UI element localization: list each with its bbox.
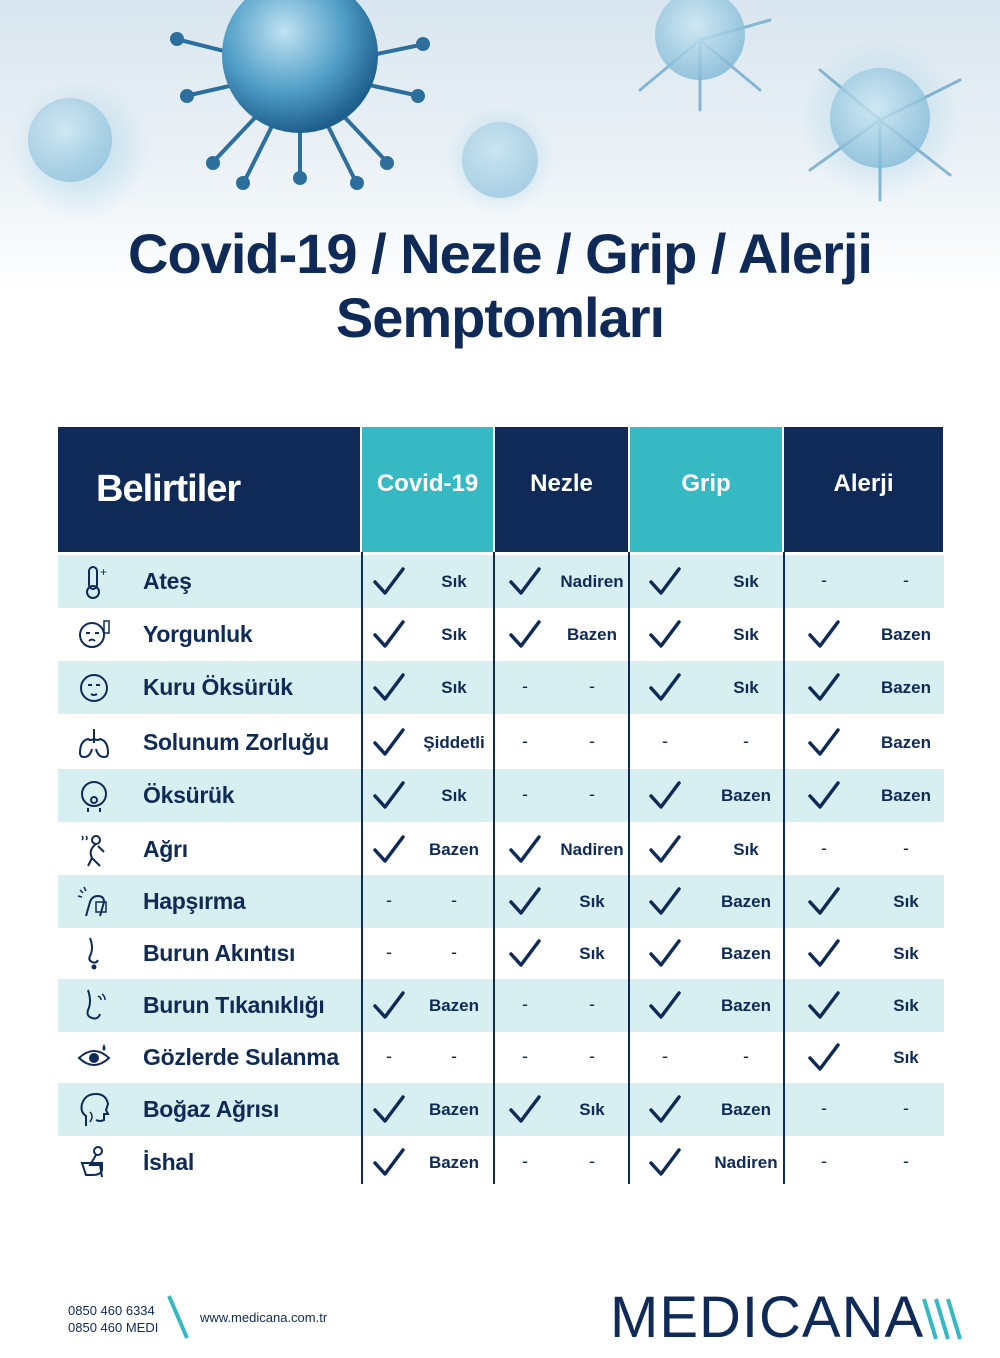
title-line-1: Covid-19 / Nezle / Grip / Alerji xyxy=(128,222,872,285)
frequency-label: Sık xyxy=(579,944,605,963)
check-mark xyxy=(508,566,542,598)
symptom-label: Solunum Zorluğu xyxy=(143,729,329,755)
cell-nezle xyxy=(495,823,628,876)
frequency-label: Nadiren xyxy=(560,572,624,591)
slash-divider-icon xyxy=(163,1294,193,1340)
dash-placeholder: - xyxy=(522,676,528,696)
cell-covid-19 xyxy=(362,1031,493,1084)
cell-grip xyxy=(630,769,782,822)
check-mark-icon xyxy=(372,1147,406,1179)
check-mark-icon xyxy=(372,780,406,812)
frequency-label: Sık xyxy=(893,996,919,1015)
check-mark-icon xyxy=(508,938,542,970)
symptom-label: Gözlerde Sulanma xyxy=(143,1044,339,1070)
cell-grip xyxy=(630,716,782,769)
table-row xyxy=(58,927,944,980)
dash-placeholder: - xyxy=(903,570,909,590)
dash-placeholder: - xyxy=(821,570,827,590)
cell-grip xyxy=(630,979,782,1032)
dash-placeholder: - xyxy=(743,731,749,751)
frequency-label: Bazen xyxy=(880,678,932,697)
symptom-label: Öksürük xyxy=(143,782,235,808)
cell-nezle xyxy=(495,608,628,661)
header-nezle xyxy=(495,427,628,552)
table-row xyxy=(58,823,944,876)
check-mark xyxy=(807,1042,841,1074)
check-mark xyxy=(807,886,841,918)
check-mark xyxy=(807,990,841,1022)
check-mark-icon xyxy=(508,886,542,918)
check-mark-icon xyxy=(508,619,542,651)
dash-placeholder: - xyxy=(451,1046,457,1066)
frequency-label: Sık xyxy=(733,625,759,644)
symptom-label: Kuru Öksürük xyxy=(143,674,293,700)
frequency-label: Bazen xyxy=(720,1100,772,1119)
frequency-label: Sık xyxy=(733,840,759,859)
check-mark-icon xyxy=(807,672,841,704)
cell-grip xyxy=(630,608,782,661)
check-mark-icon xyxy=(372,566,406,598)
frequency-label: Bazen xyxy=(880,625,932,644)
symptom-label: Ağrı xyxy=(143,836,188,862)
frequency-label: Bazen xyxy=(880,733,932,752)
check-mark xyxy=(372,990,406,1022)
check-mark xyxy=(807,938,841,970)
check-mark xyxy=(372,566,406,598)
dash-placeholder: - xyxy=(662,731,668,751)
cell-alerji xyxy=(785,1083,944,1136)
check-mark-icon xyxy=(648,834,682,866)
cell-grip xyxy=(630,555,782,608)
dash-placeholder: - xyxy=(386,890,392,910)
cell-nezle xyxy=(495,1031,628,1084)
cell-covid-19 xyxy=(362,769,493,822)
frequency-label: Sık xyxy=(579,1100,605,1119)
cell-grip xyxy=(630,1083,782,1136)
dash-placeholder: - xyxy=(589,1151,595,1171)
check-mark xyxy=(648,1147,682,1179)
cell-grip xyxy=(630,1136,782,1189)
frequency-label: Sık xyxy=(441,678,467,697)
dash-placeholder: - xyxy=(903,838,909,858)
cell-covid-19 xyxy=(362,555,493,608)
dash-placeholder: - xyxy=(589,676,595,696)
dash-placeholder: - xyxy=(589,994,595,1014)
dash-placeholder: - xyxy=(662,1046,668,1066)
check-mark-icon xyxy=(648,1094,682,1126)
cell-alerji xyxy=(785,875,944,928)
dash-placeholder: - xyxy=(903,1098,909,1118)
frequency-label: Bazen xyxy=(428,840,480,859)
check-mark xyxy=(648,990,682,1022)
check-mark xyxy=(807,727,841,759)
lungs-icon xyxy=(76,725,112,761)
column-divider xyxy=(493,552,495,1184)
title-line-2: Semptomları xyxy=(335,286,665,349)
dash-placeholder: - xyxy=(743,1046,749,1066)
cell-covid-19 xyxy=(362,608,493,661)
check-mark-icon xyxy=(372,619,406,651)
cell-grip xyxy=(630,927,782,980)
check-mark xyxy=(648,780,682,812)
cell-alerji xyxy=(785,661,944,714)
cell-alerji xyxy=(785,1031,944,1084)
svg-text:+: + xyxy=(100,565,108,579)
website-link[interactable]: www.medicana.com.tr xyxy=(200,1310,328,1325)
cell-alerji xyxy=(785,1136,944,1189)
header-symptoms-label: Belirtiler xyxy=(96,468,241,510)
header-alerji xyxy=(784,427,943,552)
column-divider xyxy=(361,552,363,1184)
medicana-logo: MEDICANA xyxy=(610,1285,925,1350)
frequency-label: Bazen xyxy=(566,625,618,644)
dash-placeholder: - xyxy=(522,731,528,751)
check-mark-icon xyxy=(508,1094,542,1126)
frequency-label: Sık xyxy=(441,786,467,805)
cell-nezle xyxy=(495,555,628,608)
check-mark-icon xyxy=(648,566,682,598)
tired-face-icon xyxy=(76,617,112,653)
dash-placeholder: - xyxy=(522,784,528,804)
symptom-label: Ateş xyxy=(143,568,192,594)
check-mark xyxy=(372,727,406,759)
frequency-label: Bazen xyxy=(880,786,932,805)
phone-number-2[interactable]: 0850 460 MEDI xyxy=(68,1320,159,1335)
dash-placeholder: - xyxy=(589,1046,595,1066)
frequency-label: Nadiren xyxy=(714,1153,778,1172)
dash-placeholder: - xyxy=(451,942,457,962)
check-mark-icon xyxy=(807,938,841,970)
cell-grip xyxy=(630,661,782,714)
table-row xyxy=(58,608,944,661)
check-mark-icon xyxy=(648,886,682,918)
check-mark-icon xyxy=(807,780,841,812)
cell-alerji xyxy=(785,716,944,769)
stuffy-nose-icon xyxy=(76,988,112,1024)
cell-alerji xyxy=(785,555,944,608)
check-mark xyxy=(372,1094,406,1126)
header-grip xyxy=(630,427,782,552)
frequency-label: Bazen xyxy=(720,892,772,911)
table-row xyxy=(58,1136,944,1189)
check-mark-icon xyxy=(648,1147,682,1179)
frequency-label: Bazen xyxy=(720,944,772,963)
check-mark xyxy=(807,672,841,704)
table-row xyxy=(58,875,944,928)
frequency-label: Bazen xyxy=(428,996,480,1015)
frequency-label: Sık xyxy=(893,944,919,963)
check-mark-icon xyxy=(372,834,406,866)
column-divider xyxy=(628,552,630,1184)
cell-alerji xyxy=(785,823,944,876)
cell-covid-19 xyxy=(362,716,493,769)
frequency-label: Sık xyxy=(733,572,759,591)
cell-alerji xyxy=(785,927,944,980)
cell-nezle xyxy=(495,979,628,1032)
cell-nezle xyxy=(495,716,628,769)
frequency-label: Sık xyxy=(893,892,919,911)
check-mark-icon xyxy=(807,727,841,759)
dash-placeholder: - xyxy=(821,1098,827,1118)
toilet-icon xyxy=(76,1145,112,1181)
check-mark-icon xyxy=(372,1094,406,1126)
header-covid xyxy=(362,427,493,552)
frequency-label: Sık xyxy=(579,892,605,911)
dash-placeholder: - xyxy=(589,731,595,751)
frequency-label: Sık xyxy=(893,1048,919,1067)
check-mark xyxy=(508,834,542,866)
dash-placeholder: - xyxy=(821,1151,827,1171)
check-mark xyxy=(807,780,841,812)
check-mark-icon xyxy=(372,727,406,759)
check-mark-icon xyxy=(807,1042,841,1074)
cell-covid-19 xyxy=(362,1083,493,1136)
check-mark xyxy=(648,886,682,918)
column-divider xyxy=(783,552,785,1184)
logo-slashes-icon xyxy=(920,1295,968,1343)
check-mark xyxy=(648,938,682,970)
body-ache-icon xyxy=(76,832,112,868)
check-mark-icon xyxy=(648,672,682,704)
dash-placeholder: - xyxy=(589,784,595,804)
check-mark-icon xyxy=(807,990,841,1022)
symptom-label: Hapşırma xyxy=(143,888,246,914)
table-row xyxy=(58,769,944,822)
cell-covid-19 xyxy=(362,1136,493,1189)
table-row xyxy=(58,555,944,608)
cell-covid-19 xyxy=(362,927,493,980)
cell-nezle xyxy=(495,1083,628,1136)
check-mark xyxy=(372,672,406,704)
cell-nezle xyxy=(495,661,628,714)
coughing-face-icon xyxy=(76,670,112,706)
cell-grip xyxy=(630,875,782,928)
table-row xyxy=(58,716,944,769)
cell-grip xyxy=(630,1031,782,1084)
check-mark xyxy=(372,780,406,812)
check-mark-icon xyxy=(372,990,406,1022)
cell-grip xyxy=(630,823,782,876)
header-covid-label: Covid-19 xyxy=(376,469,479,497)
dash-placeholder: - xyxy=(451,890,457,910)
table-row xyxy=(58,1031,944,1084)
check-mark xyxy=(372,834,406,866)
check-mark xyxy=(508,619,542,651)
check-mark-icon xyxy=(648,938,682,970)
frequency-label: Sık xyxy=(441,625,467,644)
dash-placeholder: - xyxy=(522,994,528,1014)
dash-placeholder: - xyxy=(821,838,827,858)
check-mark-icon xyxy=(648,619,682,651)
cell-alerji xyxy=(785,608,944,661)
symptom-label: Burun Tıkanıklığı xyxy=(143,992,325,1018)
check-mark xyxy=(508,938,542,970)
check-mark xyxy=(508,1094,542,1126)
cell-covid-19 xyxy=(362,875,493,928)
frequency-label: Sık xyxy=(441,572,467,591)
frequency-label: Sık xyxy=(733,678,759,697)
dash-placeholder: - xyxy=(386,942,392,962)
thermometer-icon xyxy=(76,564,112,600)
frequency-label: Şiddetli xyxy=(423,733,485,752)
phone-number-1[interactable]: 0850 460 6334 xyxy=(68,1303,155,1318)
frequency-label: Nadiren xyxy=(560,840,624,859)
check-mark xyxy=(372,619,406,651)
header-alerji-label: Alerji xyxy=(833,469,894,497)
runny-nose-icon xyxy=(76,936,112,972)
check-mark-icon xyxy=(648,780,682,812)
dash-placeholder: - xyxy=(903,1151,909,1171)
symptom-label: İshal xyxy=(143,1149,194,1175)
check-mark-icon xyxy=(807,886,841,918)
table-row xyxy=(58,1083,944,1136)
frequency-label: Bazen xyxy=(428,1153,480,1172)
check-mark-icon xyxy=(508,566,542,598)
check-mark xyxy=(648,619,682,651)
table-row xyxy=(58,979,944,1032)
watery-eye-icon xyxy=(76,1040,112,1076)
check-mark xyxy=(648,834,682,866)
cell-covid-19 xyxy=(362,979,493,1032)
header-nezle-label: Nezle xyxy=(530,469,593,497)
frequency-label: Bazen xyxy=(720,786,772,805)
frequency-label: Bazen xyxy=(428,1100,480,1119)
cough-icon xyxy=(76,778,112,814)
cell-alerji xyxy=(785,769,944,822)
dash-placeholder: - xyxy=(522,1151,528,1171)
cell-covid-19 xyxy=(362,823,493,876)
dash-placeholder: - xyxy=(386,1046,392,1066)
sore-throat-icon xyxy=(76,1092,112,1128)
cell-alerji xyxy=(785,979,944,1032)
cell-nezle xyxy=(495,927,628,980)
check-mark-icon xyxy=(508,834,542,866)
header-symptoms xyxy=(58,427,360,552)
check-mark-icon xyxy=(372,672,406,704)
cell-nezle xyxy=(495,1136,628,1189)
check-mark xyxy=(508,886,542,918)
check-mark-icon xyxy=(648,990,682,1022)
header-grip-label: Grip xyxy=(681,469,731,497)
check-mark xyxy=(372,1147,406,1179)
cell-covid-19 xyxy=(362,661,493,714)
symptom-label: Burun Akıntısı xyxy=(143,940,296,966)
symptom-label: Yorgunluk xyxy=(143,621,253,647)
check-mark xyxy=(648,1094,682,1126)
frequency-label: Bazen xyxy=(720,996,772,1015)
check-mark xyxy=(648,566,682,598)
sneeze-icon xyxy=(76,884,112,920)
page-title xyxy=(0,222,1000,350)
check-mark-icon xyxy=(807,619,841,651)
table-row xyxy=(58,661,944,714)
cell-nezle xyxy=(495,875,628,928)
footer-contact xyxy=(68,1302,158,1336)
check-mark xyxy=(807,619,841,651)
symptom-label: Boğaz Ağrısı xyxy=(143,1096,280,1122)
check-mark xyxy=(648,672,682,704)
cell-nezle xyxy=(495,769,628,822)
dash-placeholder: - xyxy=(522,1046,528,1066)
